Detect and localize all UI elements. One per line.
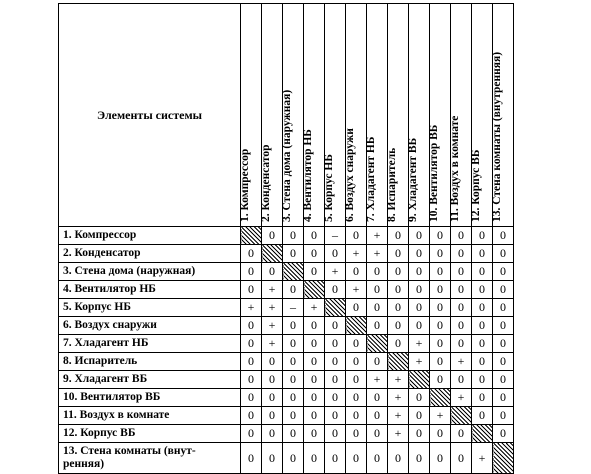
- matrix-cell: 0: [451, 281, 472, 299]
- matrix-cell: 0: [346, 371, 367, 389]
- row-header: 3. Стена дома (наружная): [59, 263, 241, 281]
- matrix-cell: +: [262, 335, 283, 353]
- matrix-cell: +: [409, 335, 430, 353]
- matrix-cell: +: [451, 353, 472, 371]
- matrix-cell: 0: [493, 299, 514, 317]
- matrix-cell: 0: [493, 317, 514, 335]
- column-header-4: [304, 4, 325, 227]
- matrix-cell: 0: [325, 389, 346, 407]
- table-row: [59, 389, 514, 407]
- diagonal-cell: [346, 317, 367, 335]
- matrix-cell: 0: [409, 389, 430, 407]
- matrix-cell: 0: [430, 317, 451, 335]
- matrix-cell: 0: [430, 227, 451, 245]
- interaction-matrix: [58, 3, 514, 474]
- matrix-cell: 0: [472, 353, 493, 371]
- matrix-cell: +: [409, 353, 430, 371]
- matrix-cell: 0: [493, 227, 514, 245]
- matrix-cell: 0: [241, 389, 262, 407]
- diagonal-cell: [262, 245, 283, 263]
- column-header-1: [241, 4, 262, 227]
- corner-label: Элементы системы: [59, 4, 241, 227]
- matrix-cell: 0: [430, 245, 451, 263]
- matrix-cell: +: [367, 371, 388, 389]
- matrix-cell: 0: [367, 317, 388, 335]
- column-header-label: 9. Хладагент ВБ: [407, 137, 419, 222]
- column-header-6: [346, 4, 367, 227]
- matrix-cell: 0: [472, 389, 493, 407]
- column-header-label: 11. Воздух в комнате: [449, 115, 461, 222]
- matrix-cell: 0: [430, 371, 451, 389]
- matrix-cell: +: [388, 425, 409, 443]
- matrix-cell: +: [388, 389, 409, 407]
- matrix-cell: 0: [388, 299, 409, 317]
- row-header: 2. Конденсатор: [59, 245, 241, 263]
- matrix-cell: 0: [409, 443, 430, 474]
- diagonal-cell: [367, 335, 388, 353]
- matrix-cell: 0: [451, 425, 472, 443]
- matrix-cell: 0: [409, 245, 430, 263]
- matrix-cell: 0: [367, 425, 388, 443]
- matrix-cell: 0: [283, 245, 304, 263]
- matrix-cell: 0: [367, 281, 388, 299]
- matrix-cell: 0: [493, 371, 514, 389]
- matrix-cell: +: [262, 281, 283, 299]
- matrix-cell: 0: [241, 425, 262, 443]
- row-header: 13. Стена комнаты (внут- ренняя): [59, 443, 241, 474]
- matrix-cell: 0: [430, 281, 451, 299]
- diagonal-cell: [472, 425, 493, 443]
- column-header-label: 10. Вентилятор ВБ: [428, 124, 440, 222]
- diagonal-cell: [451, 407, 472, 425]
- matrix-cell: 0: [346, 227, 367, 245]
- row-header: 6. Воздух снаружи: [59, 317, 241, 335]
- matrix-cell: 0: [409, 281, 430, 299]
- matrix-cell: 0: [241, 353, 262, 371]
- matrix-cell: 0: [346, 407, 367, 425]
- matrix-cell: +: [262, 299, 283, 317]
- matrix-cell: 0: [346, 263, 367, 281]
- matrix-cell: 0: [367, 353, 388, 371]
- matrix-cell: +: [262, 317, 283, 335]
- matrix-cell: 0: [325, 335, 346, 353]
- matrix-cell: 0: [367, 443, 388, 474]
- matrix-cell: 0: [472, 227, 493, 245]
- matrix-cell: –: [325, 227, 346, 245]
- column-header-label: 8. Испаритель: [386, 147, 398, 222]
- matrix-cell: 0: [493, 353, 514, 371]
- matrix-cell: 0: [472, 407, 493, 425]
- matrix-cell: 0: [346, 335, 367, 353]
- row-header: 12. Корпус ВБ: [59, 425, 241, 443]
- matrix-cell: 0: [304, 425, 325, 443]
- matrix-cell: 0: [430, 299, 451, 317]
- matrix-cell: 0: [304, 353, 325, 371]
- matrix-cell: 0: [388, 263, 409, 281]
- matrix-cell: 0: [388, 443, 409, 474]
- matrix-cell: 0: [493, 263, 514, 281]
- matrix-cell: 0: [472, 245, 493, 263]
- matrix-cell: 0: [241, 371, 262, 389]
- matrix-cell: 0: [367, 407, 388, 425]
- matrix-cell: 0: [451, 335, 472, 353]
- matrix-cell: 0: [325, 317, 346, 335]
- matrix-cell: 0: [262, 389, 283, 407]
- row-header: 7. Хладагент НБ: [59, 335, 241, 353]
- matrix-cell: 0: [451, 227, 472, 245]
- row-header: 4. Вентилятор НБ: [59, 281, 241, 299]
- matrix-cell: 0: [409, 263, 430, 281]
- matrix-cell: 0: [451, 443, 472, 474]
- matrix-cell: 0: [304, 371, 325, 389]
- matrix-cell: 0: [325, 443, 346, 474]
- matrix-cell: 0: [325, 425, 346, 443]
- matrix-cell: 0: [409, 317, 430, 335]
- matrix-cell: 0: [304, 245, 325, 263]
- diagonal-cell: [283, 263, 304, 281]
- matrix-cell: 0: [241, 317, 262, 335]
- matrix-cell: 0: [262, 407, 283, 425]
- matrix-cell: 0: [346, 353, 367, 371]
- diagonal-cell: [493, 443, 514, 474]
- table-row: [59, 353, 514, 371]
- matrix-cell: –: [283, 299, 304, 317]
- matrix-cell: 0: [283, 353, 304, 371]
- matrix-cell: 0: [283, 407, 304, 425]
- matrix-cell: 0: [388, 335, 409, 353]
- diagonal-cell: [430, 389, 451, 407]
- matrix-cell: 0: [388, 245, 409, 263]
- table-row: [59, 443, 514, 474]
- matrix-cell: 0: [409, 407, 430, 425]
- row-header: 5. Корпус НБ: [59, 299, 241, 317]
- column-header-label: 13. Стена комнаты (внутренняя): [491, 51, 503, 222]
- matrix-cell: 0: [472, 317, 493, 335]
- column-header-3: [283, 4, 304, 227]
- matrix-cell: 0: [262, 425, 283, 443]
- table-row: [59, 281, 514, 299]
- matrix-cell: +: [325, 263, 346, 281]
- table-row: [59, 299, 514, 317]
- column-header-5: [325, 4, 346, 227]
- matrix-cell: 0: [451, 245, 472, 263]
- matrix-cell: 0: [472, 335, 493, 353]
- matrix-cell: 0: [472, 299, 493, 317]
- matrix-cell: 0: [325, 245, 346, 263]
- matrix-cell: 0: [325, 371, 346, 389]
- matrix-cell: 0: [283, 371, 304, 389]
- table-row: [59, 371, 514, 389]
- matrix-cell: 0: [241, 443, 262, 474]
- matrix-cell: 0: [262, 371, 283, 389]
- matrix-cell: 0: [241, 335, 262, 353]
- matrix-cell: +: [304, 299, 325, 317]
- matrix-cell: 0: [472, 281, 493, 299]
- matrix-cell: 0: [493, 281, 514, 299]
- matrix-cell: 0: [325, 353, 346, 371]
- diagonal-cell: [304, 281, 325, 299]
- matrix-cell: 0: [430, 263, 451, 281]
- table-row: [59, 245, 514, 263]
- matrix-cell: 0: [409, 299, 430, 317]
- matrix-cell: 0: [346, 443, 367, 474]
- diagonal-cell: [409, 371, 430, 389]
- matrix-cell: 0: [304, 389, 325, 407]
- matrix-cell: 0: [262, 353, 283, 371]
- matrix-cell: 0: [304, 443, 325, 474]
- matrix-cell: +: [346, 245, 367, 263]
- column-header-label: 4. Вентилятор НБ: [302, 129, 314, 222]
- matrix-cell: 0: [304, 317, 325, 335]
- column-header-label: 1. Компрессор: [239, 148, 251, 222]
- matrix-cell: 0: [346, 389, 367, 407]
- matrix-cell: 0: [283, 281, 304, 299]
- column-header-label: 6. Воздух снаружи: [344, 128, 356, 222]
- matrix-cell: +: [241, 299, 262, 317]
- matrix-cell: 0: [388, 281, 409, 299]
- matrix-cell: 0: [241, 263, 262, 281]
- matrix-cell: 0: [325, 407, 346, 425]
- matrix-cell: 0: [451, 317, 472, 335]
- matrix-cell: 0: [451, 371, 472, 389]
- matrix-cell: 0: [388, 227, 409, 245]
- row-header: 8. Испаритель: [59, 353, 241, 371]
- column-header-2: [262, 4, 283, 227]
- row-header: 10. Вентилятор ВБ: [59, 389, 241, 407]
- matrix-cell: 0: [241, 245, 262, 263]
- header-row: [59, 4, 514, 227]
- diagonal-cell: [388, 353, 409, 371]
- column-header-10: [430, 4, 451, 227]
- column-header-label: 2. Конденсатор: [260, 144, 272, 222]
- table-row: [59, 317, 514, 335]
- matrix-cell: 0: [493, 245, 514, 263]
- column-header-7: [367, 4, 388, 227]
- matrix-cell: 0: [304, 263, 325, 281]
- matrix-cell: 0: [283, 227, 304, 245]
- column-header-12: [472, 4, 493, 227]
- matrix-cell: 0: [283, 443, 304, 474]
- matrix-cell: +: [451, 389, 472, 407]
- matrix-cell: 0: [430, 335, 451, 353]
- matrix-cell: 0: [493, 407, 514, 425]
- table-row: [59, 425, 514, 443]
- matrix-cell: 0: [430, 425, 451, 443]
- matrix-cell: 0: [493, 335, 514, 353]
- matrix-cell: 0: [430, 353, 451, 371]
- matrix-cell: 0: [367, 389, 388, 407]
- matrix-cell: +: [346, 281, 367, 299]
- matrix-body: [59, 227, 514, 474]
- matrix-cell: 0: [472, 371, 493, 389]
- matrix-cell: +: [388, 371, 409, 389]
- matrix-cell: 0: [283, 317, 304, 335]
- matrix-cell: 0: [451, 263, 472, 281]
- matrix-cell: 0: [367, 263, 388, 281]
- column-header-label: 7. Хладагент НБ: [365, 136, 377, 222]
- matrix-cell: +: [430, 407, 451, 425]
- matrix-cell: 0: [409, 425, 430, 443]
- matrix-cell: 0: [493, 425, 514, 443]
- matrix-cell: 0: [346, 425, 367, 443]
- matrix-cell: 0: [262, 263, 283, 281]
- matrix-cell: +: [472, 443, 493, 474]
- matrix-cell: 0: [346, 299, 367, 317]
- table-row: [59, 227, 514, 245]
- matrix-cell: 0: [241, 281, 262, 299]
- matrix-cell: 0: [325, 281, 346, 299]
- matrix-cell: 0: [262, 227, 283, 245]
- matrix-cell: +: [367, 227, 388, 245]
- matrix-cell: +: [388, 407, 409, 425]
- column-header-label: 12. Корпус ВБ: [470, 149, 482, 222]
- table-row: [59, 407, 514, 425]
- column-header-11: [451, 4, 472, 227]
- table-row: [59, 335, 514, 353]
- row-header: 1. Компрессор: [59, 227, 241, 245]
- column-header-label: 5. Корпус НБ: [323, 154, 335, 222]
- row-header: 9. Хладагент ВБ: [59, 371, 241, 389]
- matrix-cell: 0: [493, 389, 514, 407]
- matrix-cell: 0: [304, 227, 325, 245]
- column-header-13: [493, 4, 514, 227]
- diagonal-cell: [241, 227, 262, 245]
- matrix-cell: 0: [304, 335, 325, 353]
- matrix-cell: 0: [283, 389, 304, 407]
- matrix-cell: +: [367, 245, 388, 263]
- column-header-9: [409, 4, 430, 227]
- row-header: 11. Воздух в комнате: [59, 407, 241, 425]
- matrix-cell: 0: [388, 317, 409, 335]
- diagonal-cell: [325, 299, 346, 317]
- matrix-cell: 0: [451, 299, 472, 317]
- matrix-cell: 0: [241, 407, 262, 425]
- matrix-cell: 0: [304, 407, 325, 425]
- matrix-cell: 0: [367, 299, 388, 317]
- column-header-8: [388, 4, 409, 227]
- matrix-cell: 0: [409, 227, 430, 245]
- matrix-cell: 0: [283, 335, 304, 353]
- matrix-cell: 0: [472, 263, 493, 281]
- matrix-cell: 0: [430, 443, 451, 474]
- matrix-cell: 0: [283, 425, 304, 443]
- column-header-label: 3. Стена дома (наружная): [281, 89, 293, 222]
- table-row: [59, 263, 514, 281]
- matrix-cell: 0: [262, 443, 283, 474]
